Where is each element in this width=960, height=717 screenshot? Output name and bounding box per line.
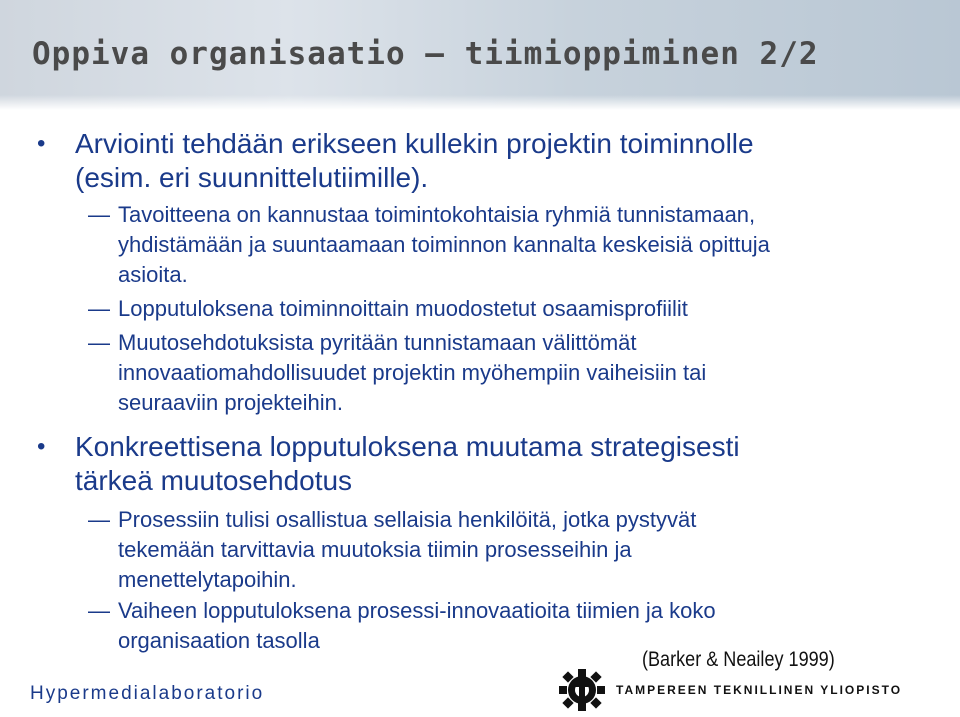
bullet-1: [37, 127, 754, 195]
sub-bullet-1-3: [88, 328, 707, 418]
citation: (Barker & Neailey 1999): [642, 648, 835, 671]
sub-bullet-1-1: [88, 200, 770, 290]
sub-line: menettelytapoihin.: [118, 567, 297, 592]
header-banner: [0, 0, 960, 110]
header-fade: [0, 95, 960, 110]
bullet-2-line-2: tärkeä muutosehdotus: [75, 465, 353, 496]
footer-university-name: TAMPEREEN TEKNILLINEN YLIOPISTO: [616, 683, 903, 697]
dash-icon: —: [88, 296, 110, 321]
bullet-dot-icon: •: [37, 433, 46, 460]
sub-line: asioita.: [118, 262, 188, 287]
sub-line: yhdistämään ja suuntaamaan toiminnon kannalta keskeisiä opittuja: [118, 232, 770, 257]
dash-icon: —: [88, 330, 110, 355]
sub-line: tekemään tarvittavia muutoksia tiimin prosesseihin ja: [118, 537, 632, 562]
dash-icon: —: [88, 202, 110, 227]
sub-line: innovaatiomahdollisuudet projektin myöhempiin vaiheisiin tai: [118, 360, 707, 385]
sub-line: Vaiheen lopputuloksena prosessi-innovaatioita tiimien ja koko: [118, 598, 716, 623]
sub-line: Prosessiin tulisi osallistua sellaisia henkilöitä, jotka pystyvät: [118, 507, 697, 532]
bullet-1-line-2: (esim. eri suunnittelutiimille).: [75, 162, 429, 193]
sub-line: Tavoitteena on kannustaa toimintokohtaisia ryhmiä tunnistamaan,: [118, 202, 756, 227]
dash-icon: —: [88, 598, 110, 623]
dash-icon: —: [88, 507, 110, 532]
sub-line: Muutosehdotuksista pyritään tunnistamaan välittömät: [118, 330, 637, 355]
gear-logo-icon: [556, 667, 608, 713]
sub-bullet-1-2: [88, 294, 688, 324]
slide-title: Oppiva organisaatio – tiimioppiminen 2/2: [32, 36, 819, 72]
sub-line: Lopputuloksena toiminnoittain muodostetut osaamisprofiilit: [118, 296, 688, 321]
sub-line: organisaation tasolla: [118, 628, 320, 653]
bullet-1-line-1: Arviointi tehdään erikseen kullekin projektin toiminnolle: [75, 128, 754, 159]
footer-lab-name: Hypermedialaboratorio: [30, 683, 265, 704]
bullet-dot-icon: •: [37, 130, 46, 157]
sub-line: seuraaviin projekteihin.: [118, 390, 344, 415]
bullet-2-line-1: Konkreettisena lopputuloksena muutama strategisesti: [75, 431, 740, 462]
sub-bullet-2-1: [88, 505, 697, 595]
sub-bullet-2-2: [88, 596, 716, 656]
bullet-2: [37, 430, 740, 498]
